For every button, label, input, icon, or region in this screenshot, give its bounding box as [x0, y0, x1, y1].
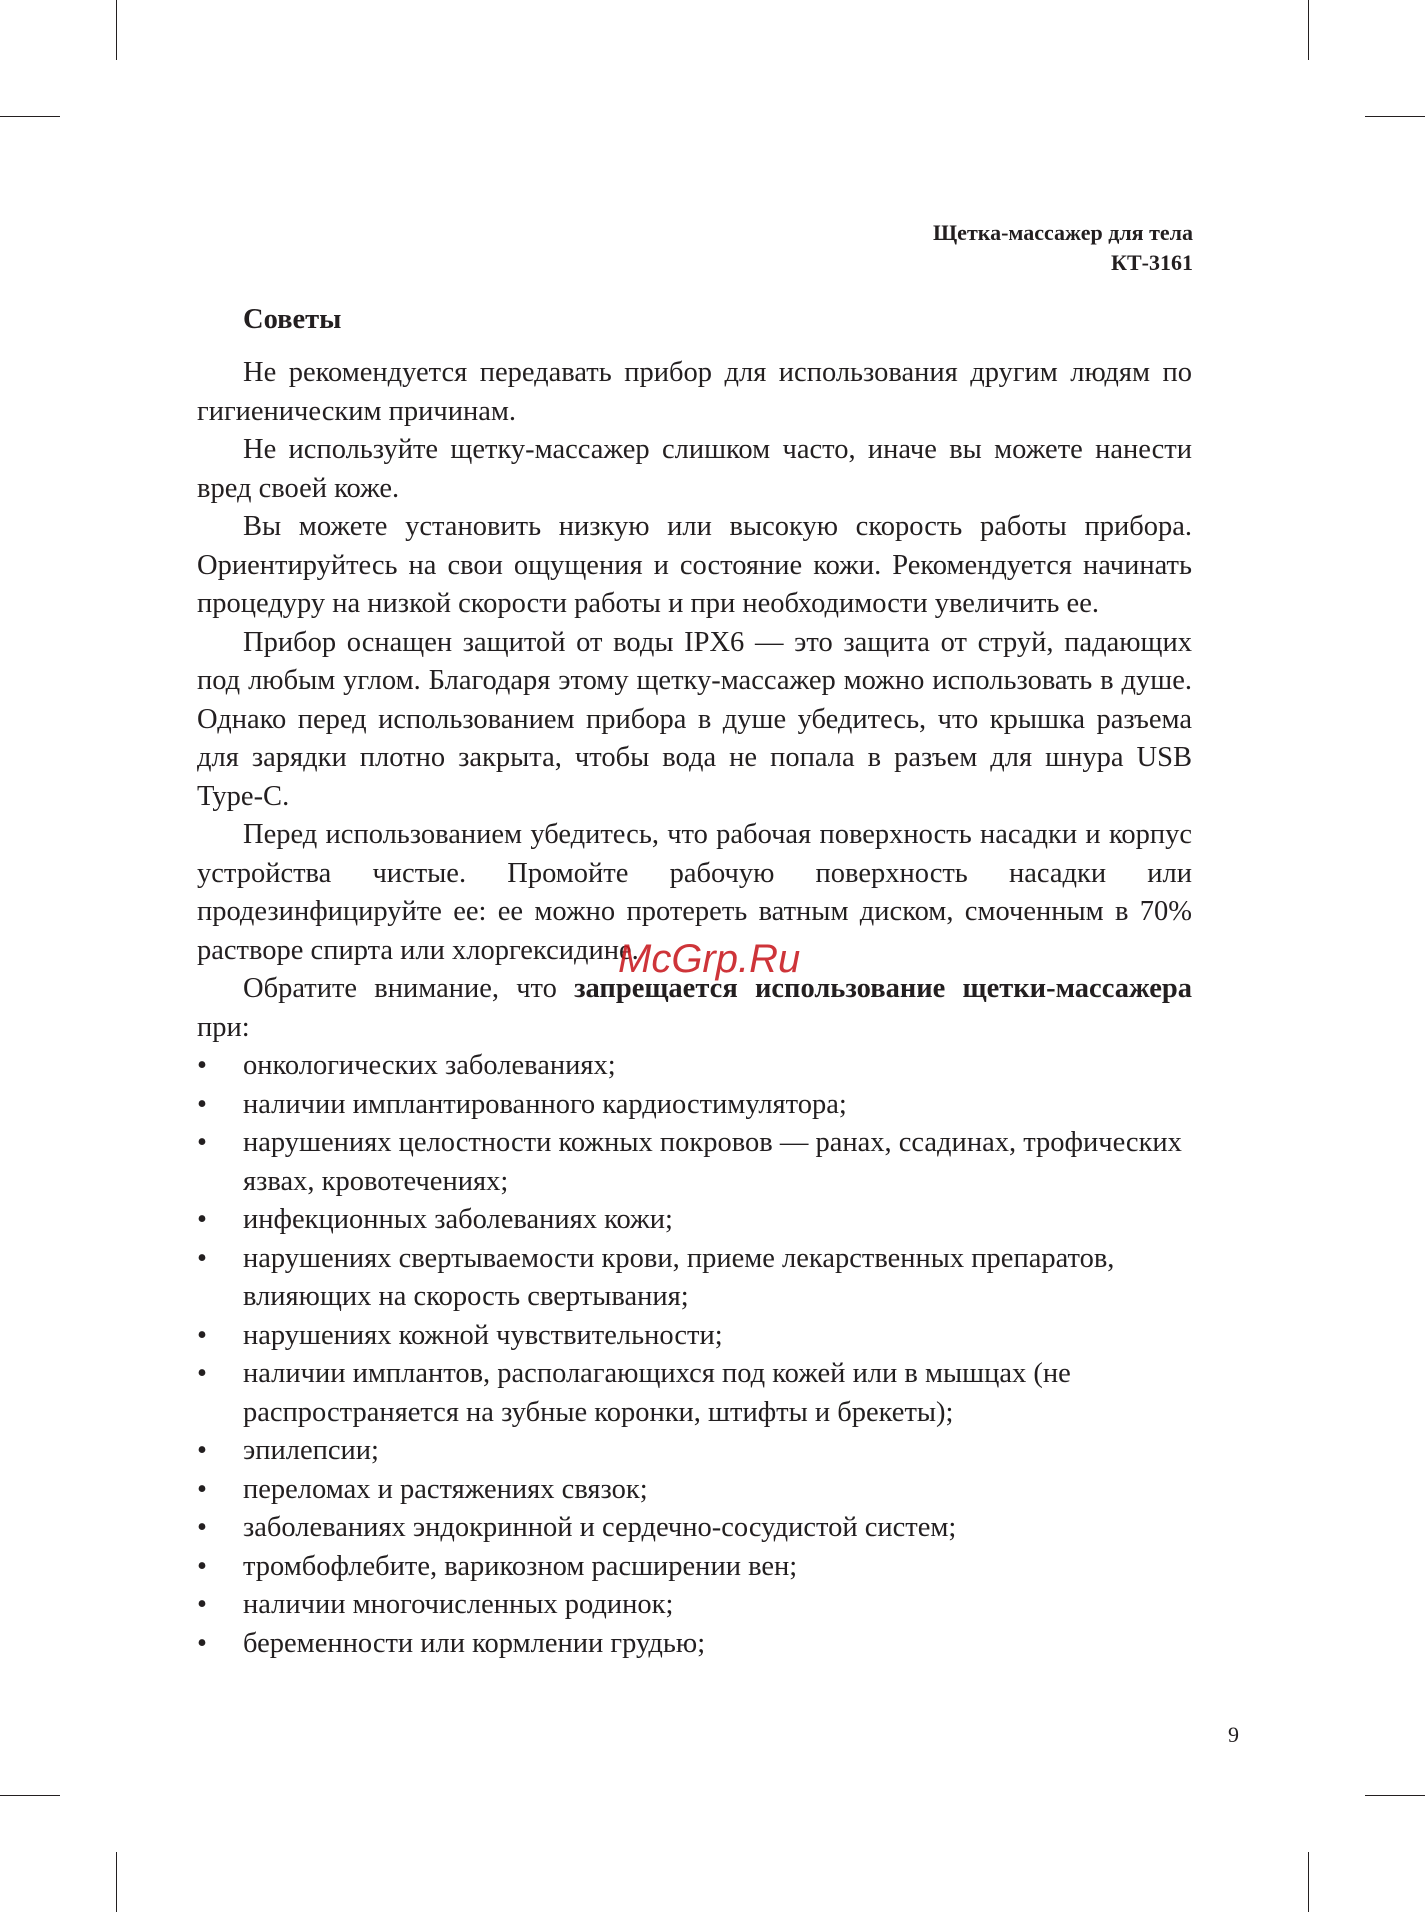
page-number: 9: [1228, 1722, 1239, 1747]
list-item-text: инфекционных заболеваниях кожи;: [243, 1204, 673, 1235]
list-item-text: заболеваниях эндокринной и сердечно-сосудистой систем;: [243, 1512, 957, 1543]
bullet-icon: •: [197, 1242, 207, 1274]
list-item: [197, 1086, 1192, 1125]
warning-bold: запрещается использование щетки-массажера: [574, 973, 1192, 1004]
list-item-text: тромбофлебите, варикозном расширении вен;: [243, 1550, 798, 1582]
list-item: [197, 1625, 1192, 1664]
crop-mark: [1308, 0, 1309, 60]
list-item: [197, 1509, 1192, 1548]
list-item: [197, 1432, 1192, 1471]
bullet-icon: •: [197, 1589, 207, 1620]
list-item-text: наличии имплантированного кардиостимулятора;: [243, 1088, 847, 1120]
bullet-icon: •: [197, 1127, 207, 1158]
bullet-icon: •: [197, 1512, 207, 1543]
bullet-icon: •: [197, 1319, 207, 1351]
crop-mark: [0, 116, 60, 117]
bullet-icon: •: [197, 1627, 207, 1659]
bullet-icon: •: [197, 1050, 207, 1081]
list-item-text: наличии многочисленных родинок;: [243, 1589, 674, 1620]
watermark: McGrp.Ru: [618, 937, 801, 981]
list-item-text: переломах и растяжениях связок;: [243, 1473, 648, 1505]
crop-mark: [1308, 1852, 1309, 1912]
list-item: [197, 1317, 1192, 1356]
list-item-text: нарушениях кожной чувствительности;: [243, 1319, 723, 1351]
warning-tail: при:: [197, 1011, 250, 1043]
warning-lead: Обратите внимание, что: [243, 973, 575, 1004]
bullet-icon: •: [197, 1358, 207, 1389]
list-item-text: наличии имплантов, располагающихся под кожей или в мышцах (не распространяется на зубные коронки, штифты и брекеты);: [243, 1358, 1071, 1428]
list-item: [197, 1201, 1192, 1240]
bullet-icon: •: [197, 1435, 207, 1466]
paragraph: Не рекомендуется передавать прибор для использования другим людям по гигиеническим причинам.: [197, 357, 1192, 427]
list-item-text: нарушениях свертываемости крови, приеме лекарственных препаратов, влияющих на скорость свертывания;: [243, 1242, 1115, 1312]
list-item: [197, 1124, 1192, 1201]
list-item: [197, 1240, 1192, 1317]
list-item-text: эпилепсии;: [243, 1435, 379, 1466]
crop-mark: [1365, 116, 1425, 117]
list-item: [197, 1047, 1192, 1086]
crop-mark: [1365, 1795, 1425, 1796]
list-item-text: беременности или кормлении грудью;: [243, 1627, 706, 1659]
bullet-icon: •: [197, 1204, 207, 1235]
running-header: [933, 218, 1193, 278]
paragraph: Перед использованием убедитесь, что рабочая поверхность насадки и корпус устройства чистые. Промойте рабочую поверхность насадки или продезинфицируйте ее: ее можно протереть ватным диском, смоченным в 70% растворе спирта или хлоргексидине.: [197, 819, 1192, 966]
crop-mark: [116, 0, 117, 60]
contraindications-list: [197, 1047, 1192, 1663]
crop-mark: [116, 1852, 117, 1912]
list-item: [197, 1471, 1192, 1510]
list-item: [197, 1586, 1192, 1625]
paragraph: Вы можете установить низкую или высокую скорость работы прибора. Ориентируйтесь на свои ощущения и состояние кожи. Рекомендуется начинать процедуру на низкой скорости работы и при необходимости увеличить ее.: [197, 511, 1192, 619]
header-title: Щетка-массажер для тела: [933, 220, 1193, 245]
crop-mark: [0, 1795, 60, 1796]
header-model: КТ-3161: [1111, 250, 1193, 275]
list-item: [197, 1355, 1192, 1432]
section-title: Советы: [243, 304, 342, 335]
paragraph: Не используйте щетку-массажер слишком часто, иначе вы можете нанести вред своей коже.: [197, 434, 1192, 504]
list-item-text: онкологических заболеваниях;: [243, 1050, 616, 1081]
bullet-icon: •: [197, 1550, 207, 1582]
bullet-icon: •: [197, 1088, 207, 1120]
paragraph: Прибор оснащен защитой от воды IPX6 — это защита от струй, падающих под любым углом. Благодаря этому щетку-массажер можно использовать в душе. Однако перед использованием прибора в душе убедитесь, что крышка разъема для зарядки плотно закрыта, чтобы вода не попала в разъем для шнура USB Type-C.: [197, 626, 1192, 812]
bullet-icon: •: [197, 1473, 207, 1505]
list-item-text: нарушениях целостности кожных покровов — ранах, ссадинах, трофических язвах, кровотечениях;: [243, 1127, 1182, 1197]
list-item: [197, 1548, 1192, 1587]
